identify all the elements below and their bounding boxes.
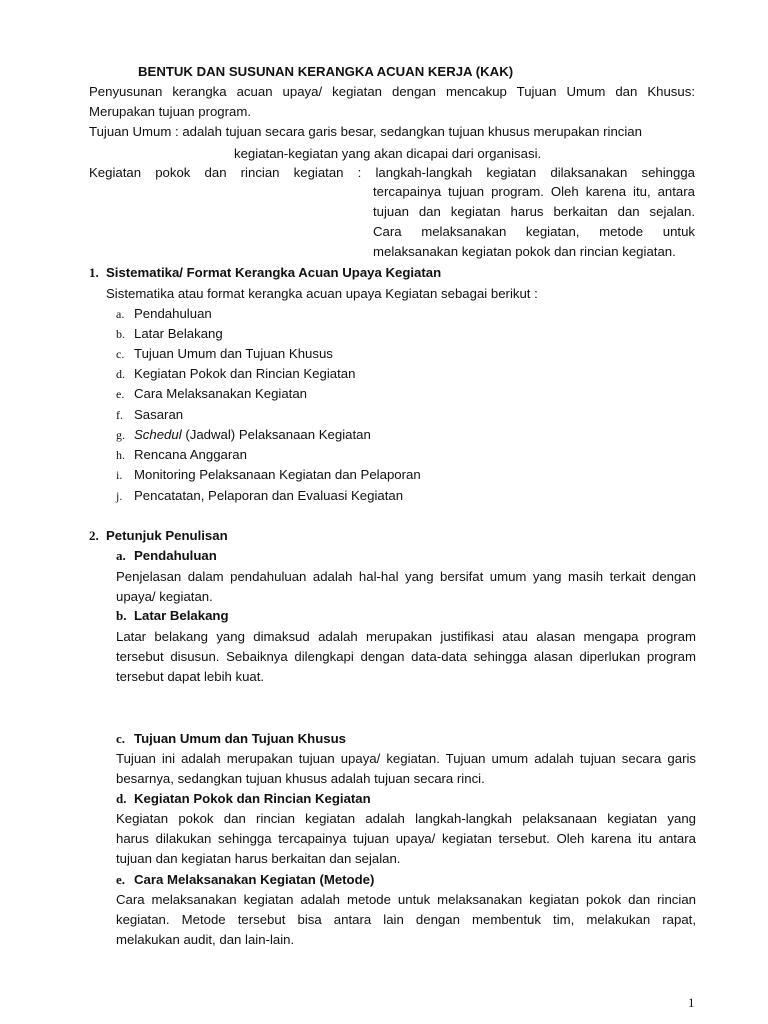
- list-marker: i.: [116, 468, 123, 482]
- page-number: 1: [688, 995, 695, 1010]
- cara-melaksanakan-line-1: Cara melaksanakan kegiatan adalah metode untuk melaksanakan kegiatan pokok dan rincian: [116, 892, 696, 907]
- subsection-heading-latar-belakang: Latar Belakang: [134, 608, 229, 623]
- section-2-number: 2.: [89, 528, 99, 543]
- subsection-heading-tujuan: Tujuan Umum dan Tujuan Khusus: [134, 731, 346, 746]
- list-marker: f.: [116, 408, 123, 422]
- document-title: BENTUK DAN SUSUNAN KERANGKA ACUAN KERJA (KAK): [138, 64, 514, 79]
- list-marker: e.: [116, 387, 125, 401]
- kegiatan-pokok-line-3: tujuan dan kegiatan harus berkaitan dan sejalan.: [116, 851, 401, 866]
- section-2-heading: Petunjuk Penulisan: [106, 528, 228, 543]
- tujuan-line-1: Tujuan ini adalah merupakan tujuan upaya/ kegiatan. Tujuan umum adalah tujuan secara garis: [116, 751, 696, 766]
- list-marker: j.: [116, 489, 123, 503]
- kegiatan-pokok-line-2: harus dilakukan sehingga tercapainya tujuan upaya/ kegiatan tersebut. Oleh karena itu antara: [116, 831, 696, 846]
- latar-belakang-line-1: Latar belakang yang dimaksud adalah merupakan justifikasi atau alasan mengapa program: [116, 629, 696, 644]
- list-marker: d.: [116, 367, 125, 381]
- subsection-heading-pendahuluan: Pendahuluan: [134, 548, 217, 563]
- tujuan-umum-line-1: Tujuan Umum : adalah tujuan secara garis besar, sedangkan tujuan khusus merupakan rincian: [89, 124, 642, 139]
- kegiatan-line-4: Cara melaksanakan kegiatan, metode untuk: [373, 224, 695, 239]
- schedul-rest: (Jadwal) Pelaksanaan Kegiatan: [181, 427, 371, 442]
- subsection-heading-cara-melaksanakan: Cara Melaksanakan Kegiatan (Metode): [134, 872, 375, 887]
- list-marker: b.: [116, 327, 125, 341]
- list-item-rencana-anggaran: Rencana Anggaran: [134, 447, 247, 462]
- list-item-schedul: [134, 425, 371, 445]
- list-marker: a.: [116, 307, 125, 321]
- kegiatan-line-3: tujuan dan kegiatan harus berkaitan dan sejalan.: [373, 204, 695, 219]
- list-marker: g.: [116, 428, 125, 442]
- subsection-marker: e.: [116, 872, 126, 887]
- list-item-tujuan: Tujuan Umum dan Tujuan Khusus: [134, 346, 333, 361]
- subsection-marker: d.: [116, 791, 127, 806]
- list-item-latar-belakang: Latar Belakang: [134, 326, 223, 341]
- list-item-monitoring: Monitoring Pelaksanaan Kegiatan dan Pelaporan: [134, 467, 421, 482]
- list-marker: h.: [116, 448, 125, 462]
- list-marker: c.: [116, 347, 125, 361]
- subsection-heading-kegiatan-pokok: Kegiatan Pokok dan Rincian Kegiatan: [134, 791, 371, 806]
- list-item-cara-melaksanakan: Cara Melaksanakan Kegiatan: [134, 386, 308, 401]
- kegiatan-line-2: tercapainya tujuan program. Oleh karena itu, antara: [373, 184, 695, 199]
- subsection-marker: b.: [116, 608, 127, 623]
- tujuan-line-2: besarnya, sedangkan tujuan khusus adalah tujuan secara rinci.: [116, 771, 485, 786]
- cara-melaksanakan-line-2: kegiatan. Metode tersebut bisa antara lain dengan membentuk tim, melakukan rapat,: [116, 912, 696, 927]
- tujuan-umum-line-2: kegiatan-kegiatan yang akan dicapai dari organisasi.: [234, 146, 542, 161]
- schedul-italic: Schedul: [134, 427, 182, 442]
- list-item-sasaran: Sasaran: [134, 407, 184, 422]
- intro-line-1: Penyusunan kerangka acuan upaya/ kegiatan dengan mencakup Tujuan Umum dan Khusus:: [89, 84, 695, 99]
- section-1-number: 1.: [89, 265, 99, 280]
- list-item-pendahuluan: Pendahuluan: [134, 306, 212, 321]
- list-item-kegiatan-pokok: Kegiatan Pokok dan Rincian Kegiatan: [134, 366, 356, 381]
- section-1-lead: Sistematika atau format kerangka acuan upaya Kegiatan sebagai berikut :: [106, 286, 538, 301]
- subsection-marker: a.: [116, 548, 126, 563]
- latar-belakang-line-2: tersebut disusun. Sebaiknya dilengkapi dengan data-data sehingga alasan diperlukan program: [116, 649, 696, 664]
- cara-melaksanakan-line-3: melakukan audit, dan lain-lain.: [116, 932, 295, 947]
- intro-line-2: Merupakan tujuan program.: [89, 104, 252, 119]
- section-1-heading: Sistematika/ Format Kerangka Acuan Upaya Kegiatan: [106, 265, 442, 280]
- subsection-marker: c.: [116, 731, 126, 746]
- kegiatan-line-5: melaksanakan kegiatan pokok dan rincian kegiatan.: [373, 244, 676, 259]
- kegiatan-pokok-line-1: Kegiatan pokok dan rincian kegiatan adalah langkah-langkah pelaksanaan kegiatan yang: [116, 811, 696, 826]
- kegiatan-line-1: Kegiatan pokok dan rincian kegiatan : langkah-langkah kegiatan dilaksanakan sehingga: [89, 165, 695, 180]
- latar-belakang-line-3: tersebut dapat lebih kuat.: [116, 669, 265, 684]
- pendahuluan-line-2: upaya/ kegiatan.: [116, 589, 213, 604]
- list-item-pencatatan: Pencatatan, Pelaporan dan Evaluasi Kegiatan: [134, 488, 404, 503]
- pendahuluan-line-1: Penjelasan dalam pendahuluan adalah hal-hal yang bersifat umum yang masih terkait dengan: [116, 569, 696, 584]
